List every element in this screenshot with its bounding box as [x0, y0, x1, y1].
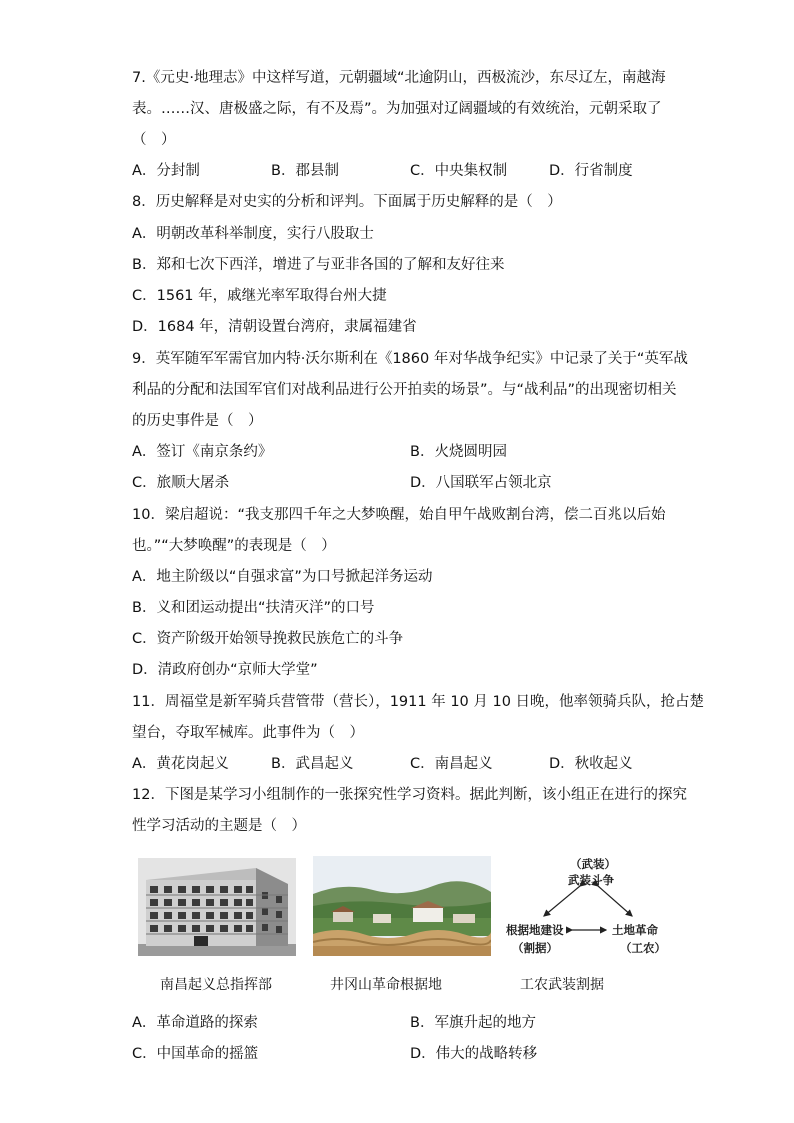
q11-option-d: D．秋收起义: [549, 756, 633, 772]
q12-option-c: C．中国革命的摇篮: [132, 1046, 259, 1062]
q10-option-a: A．地主阶级以“自强求富”为口号掀起洋务运动: [132, 569, 433, 585]
diagram-left-note: （割据）: [512, 941, 558, 955]
diagram-top-note: （武装）: [570, 857, 616, 871]
q10-option-d: D．清政府创办“京师大学堂”: [132, 662, 318, 678]
q7-option-a: A．分封制: [132, 163, 200, 179]
q7-stem-line-3: （ ）: [132, 132, 176, 148]
q10-stem-line-1: 10．梁启超说：“我支那四千年之大梦唤醒，始自甲午战败割台湾，偿二百兆以后始: [132, 507, 666, 523]
diagram-left-label: 根据地建设: [506, 923, 564, 937]
q12-stem-line-2: 性学习活动的主题是（ ）: [132, 818, 306, 834]
q9-stem-line-3: 的历史事件是（ ）: [132, 413, 263, 429]
q11-stem-line-1: 11．周福堂是新军骑兵营管带（营长），1911 年 10 月 10 日晚，他率领骑兵队，抢占楚: [132, 694, 705, 710]
q9-option-d: D．八国联军占领北京: [410, 475, 552, 491]
q11-option-b: B．武昌起义: [271, 756, 354, 772]
caption-jinggangshan: 井冈山革命根据地: [330, 977, 442, 993]
q12-option-a: A．革命道路的探索: [132, 1015, 258, 1031]
q10-option-c: C．资产阶级开始领导挽救民族危亡的斗争: [132, 631, 404, 647]
q9-option-c: C．旅顺大屠杀: [132, 475, 230, 491]
q12-stem-line-1: 12．下图是某学习小组制作的一张探究性学习资料。据此判断，该小组正在进行的探究: [132, 787, 687, 803]
q8-option-c: C．1561 年，戚继光率军取得台州大捷: [132, 288, 387, 304]
caption-nanchang: 南昌起义总指挥部: [160, 977, 272, 993]
q7-stem-line-1: 7.《元史·地理志》中这样写道，元朝疆域“北逾阴山，西极流沙，东尽辽左，南越海: [132, 70, 666, 86]
q9-option-b: B．火烧圆明园: [410, 444, 507, 460]
q7-option-d: D．行省制度: [549, 163, 633, 179]
q11-stem-line-2: 望台，夺取军械库。此事件为（ ）: [132, 725, 364, 741]
diagram-right-note: （工农）: [620, 941, 666, 955]
q9-stem-line-2: 利品的分配和法国军官们对战利品进行公开拍卖的场景”。与“战利品”的出现密切相关: [132, 382, 677, 398]
q11-option-c: C．南昌起义: [410, 756, 493, 772]
q7-option-b: B．郡县制: [271, 163, 339, 179]
q11-option-a: A．黄花岗起义: [132, 756, 229, 772]
diagram-right-label: 土地革命: [612, 923, 658, 937]
q10-option-b: B．义和团运动提出“扶清灭洋”的口号: [132, 600, 375, 616]
q12-option-d: D．伟大的战略转移: [410, 1046, 538, 1062]
nanchang-headquarters-photo: [138, 858, 296, 956]
diagram-arrow-right: [598, 886, 632, 916]
q7-option-c: C．中央集权制: [410, 163, 508, 179]
diagram-top-label: 武装斗争: [568, 873, 614, 887]
caption-armed-regime: 工农武装割据: [520, 977, 604, 993]
q9-stem-line-1: 9．英军随军军需官加内特·沃尔斯利在《1860 年对华战争纪实》中记录了关于“英军战: [132, 351, 688, 367]
q12-option-b: B．军旗升起的地方: [410, 1015, 536, 1031]
q8-stem: 8．历史解释是对史实的分析和评判。下面属于历史解释的是（ ）: [132, 194, 562, 210]
q7-stem-line-2: 表。……汉、唐极盛之际，有不及焉”。为加强对辽阔疆域的有效统治，元朝采取了: [132, 101, 662, 117]
diagram-arrow-left: [544, 886, 580, 916]
q10-stem-line-2: 也。”“大梦唤醒”的表现是（ ）: [132, 538, 336, 554]
q8-option-b: B．郑和七次下西洋，增进了与亚非各国的了解和友好往来: [132, 257, 505, 273]
q8-option-a: A．明朝改革科举制度，实行八股取士: [132, 226, 374, 242]
q8-option-d: D．1684 年，清朝设置台湾府，隶属福建省: [132, 319, 417, 335]
jinggangshan-base-photo: [313, 856, 491, 956]
q9-option-a: A．签订《南京条约》: [132, 444, 273, 460]
